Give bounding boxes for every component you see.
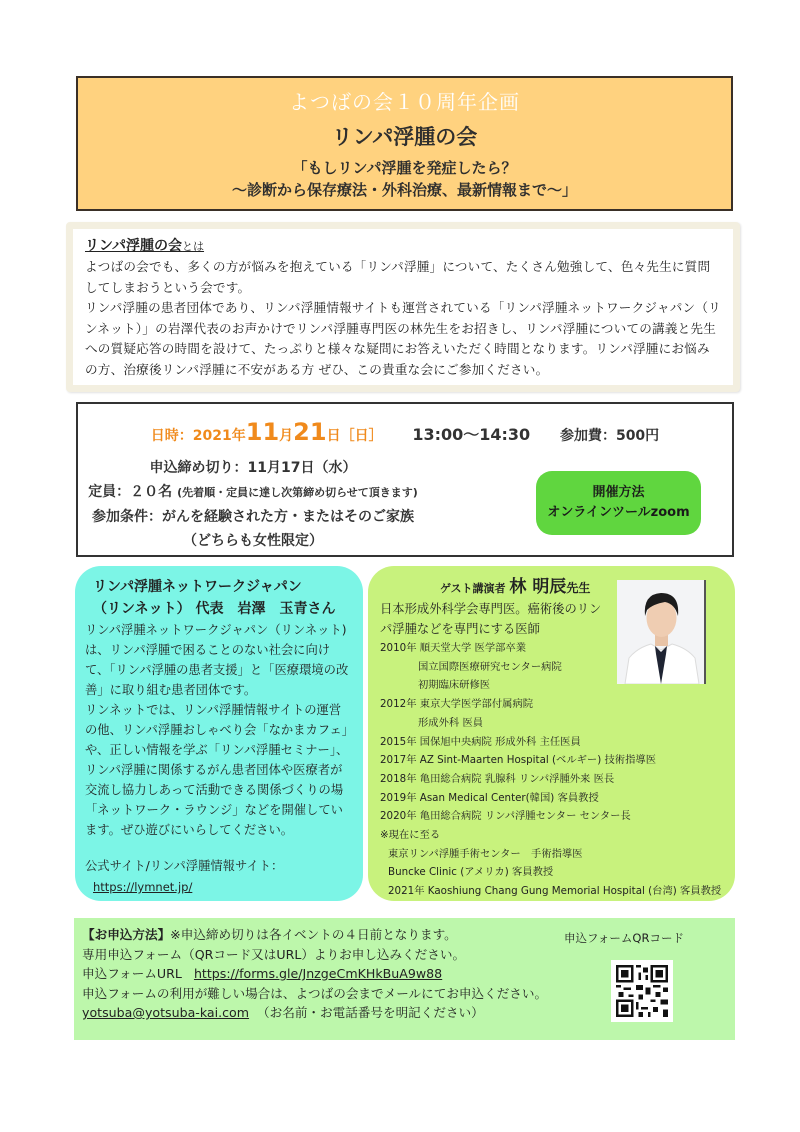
participation-condition: 参加条件：がんを経験された方・またはそのご家族 [92, 509, 414, 525]
date-label: 日時： [150, 428, 193, 444]
qr-code-icon[interactable] [611, 960, 673, 1022]
linnet-site-label: 公式サイト/リンパ浮腫情報サイト： [85, 859, 284, 873]
apply-deadline-note: ※申込締め切りは各イベントの４日前となります。 [170, 927, 457, 942]
participation-condition-note: （どちらも女性限定） [183, 533, 323, 549]
career-item: 2020年 亀田総合病院 リンパ浮腫センター センター長 [380, 810, 631, 823]
apply-instructions: 専用申込フォーム（QRコード又はURL）よりお申し込みください。 [82, 946, 466, 962]
career-item: 2018年 亀田総合病院 乳腺科 リンパ浮腫外来 医長 [380, 772, 615, 785]
guest-speaker-card [368, 566, 735, 901]
qr-label: 申込フォームQRコード [564, 931, 684, 945]
date-day-unit: 日 [326, 428, 341, 444]
intro-paragraph-1: よつばの会でも、多くの方が悩みを抱えている「リンパ浮腫」について、たくさん勉強して、色々先生に質問してしまおうという会です。 [85, 259, 711, 295]
linnet-profile-card [75, 566, 363, 901]
capacity [88, 480, 418, 505]
intro-heading-suffix: とは [182, 240, 205, 253]
linnet-heading-line-2: （リンネット） 代表 岩澤 玉青さん [93, 601, 336, 617]
apply-heading: 【お申込方法】 [82, 927, 171, 942]
date-month-unit: 月 [279, 428, 294, 444]
intro-section [66, 222, 740, 392]
apply-form-link[interactable]: https://forms.gle/JnzgeCmKHkBuA9w88 [193, 966, 443, 981]
career-item: 2021年 Kaoshiung Chang Gung Memorial Hospital (台湾) 客員教授 [388, 885, 722, 898]
linnet-heading-line-1: リンパ浮腫ネットワークジャパン [93, 579, 302, 595]
intro-paragraph-2: リンパ浮腫の患者団体であり、リンパ浮腫情報サイトも運営されている「リンパ浮腫ネットワークジャパン（リンネット）」の岩澤代表のお声かけでリンパ浮腫専門医の林先生をお招きし、リンパ浮腫についての講義と先生への質疑応答の時間を設けて、たっぷりと様々な疑問にお答えいただく時間となります。リンパ浮腫にお悩みの方、治療後リンパ浮腫に不安がある方 ぜひ、この貴重な会にご参加ください。 [85, 300, 721, 377]
apply-email-instructions: 申込フォームの利用が難しい場合は、よつばの会までメールにてお申込ください。 [82, 985, 548, 1001]
intro-heading-bold: リンパ浮腫の会 [85, 238, 183, 254]
apply-email-link[interactable]: yotsuba@yotsuba-kai.com [82, 1005, 250, 1020]
event-subtitle [78, 157, 731, 201]
deadline: 申込締め切り：11月17日（水） [149, 460, 357, 476]
apply-email-note: （お名前・お電話番号を明記ください） [257, 1005, 484, 1020]
subtitle-line-1: 「もしリンパ浮腫を発症したら？ [292, 159, 517, 177]
career-item: 2012年 東京大学医学部付属病院 [380, 698, 534, 711]
career-item: 形成外科 医員 [418, 716, 484, 729]
application-section [74, 918, 735, 1040]
capacity-value: 定員：２０名 [88, 484, 173, 500]
career-item: ※現在に至る [380, 829, 441, 842]
event-info-lines [88, 456, 418, 553]
event-title: リンパ浮腫の会 [331, 125, 478, 149]
guest-description: 日本形成外科学会専門医。癌術後のリンパ浮腫などを専門にする医師 [380, 602, 602, 636]
capacity-note: (先着順・定員に達し次第締め切らせて頂きます) [177, 486, 418, 499]
career-item: 東京リンパ浮腫手術センター 手術指導医 [388, 847, 583, 860]
online-method-badge [536, 471, 701, 535]
method-tool: オンラインツールzoom [547, 505, 690, 520]
event-fee: 参加費：500円 [559, 428, 660, 444]
career-item: 初期臨床研修医 [418, 679, 491, 692]
intro-heading [85, 236, 721, 257]
linnet-description: リンパ浮腫ネットワークジャパン（リンネット)は、リンパ浮腫で困ることのない社会に向けて、「リンパ浮腫の患者支援」と「医療環境の改善」に取り組む患者団体です。 [85, 623, 349, 697]
linnet-heading [85, 576, 353, 620]
event-date-row [78, 418, 732, 446]
linnet-site-link[interactable]: https://lymnet.jp/ [93, 880, 193, 894]
event-header-banner [76, 76, 733, 211]
career-item: 2015年 国保旭中央病院 形成外科 主任医員 [380, 735, 581, 748]
doctor-portrait-icon [617, 580, 706, 684]
linnet-activities: リンネットでは、リンパ浮腫情報サイトの運営の他、リンパ浮腫おしゃべり会「なかまカフェ」や、正しい情報を学ぶ「リンパ浮腫セミナー」、リンパ浮腫に関係するがん患者団体や医療者が交流し協力しあって活動できる関係づくりの場「ネットワーク・ラウンジ」などを開催しています。ぜひ遊びにいらしてください。 [85, 703, 349, 837]
date-year: 2021年 [192, 428, 246, 444]
method-label: 開催方法 [592, 485, 645, 500]
apply-url-label: 申込フォームURL [82, 966, 182, 981]
guest-label: ゲスト講演者 [440, 582, 506, 595]
guest-name: 林 明辰 [509, 577, 567, 597]
career-item: 2010年 順天堂大学 医学部卒業 [380, 642, 527, 654]
subtitle-line-2: 〜診断から保存療法・外科治療、最新情報まで〜」 [231, 181, 577, 199]
date-day: 21 [293, 418, 327, 446]
date-month: 11 [245, 418, 280, 446]
career-item: 2017年 AZ Sint-Maarten Hospital (ベルギー) 技術指導医 [380, 754, 656, 767]
career-item: 国立国際医療研究センター病院 [418, 660, 562, 673]
event-time: 13:00〜14:30 [412, 425, 531, 444]
guest-honorific: 先生 [566, 581, 591, 595]
career-item: 2019年 Asan Medical Center(韓国) 客員教授 [380, 791, 599, 804]
organizer-title: よつばの会１０周年企画 [289, 90, 520, 114]
career-item: Buncke Clinic (アメリカ) 客員教授 [388, 866, 554, 879]
date-weekday: ［日］ [340, 428, 383, 444]
